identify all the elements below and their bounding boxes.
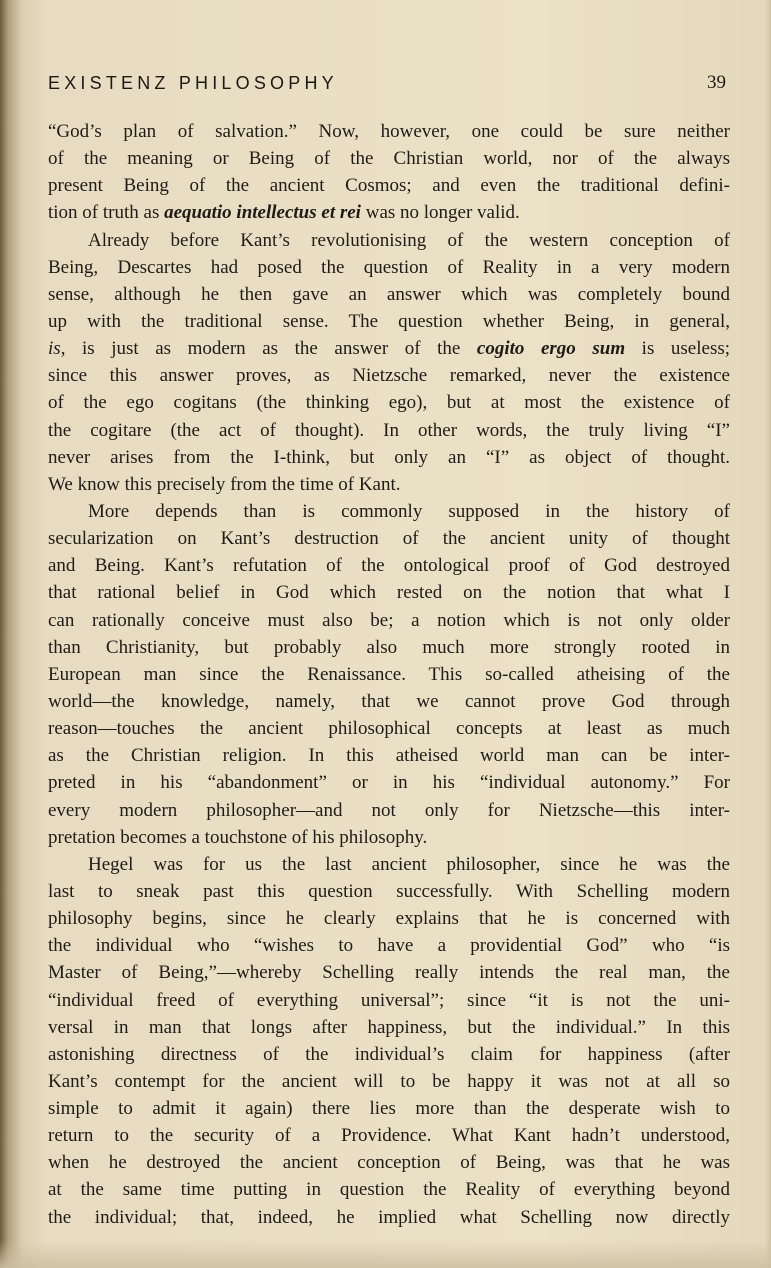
text-line bbox=[48, 145, 730, 172]
text-line bbox=[48, 1095, 730, 1122]
text-line bbox=[48, 199, 730, 226]
text-line bbox=[48, 1204, 730, 1231]
text-line bbox=[48, 634, 730, 661]
text-segment: versal in man that longs after happiness, but the individual.” In this bbox=[48, 1016, 730, 1038]
text-segment: is useless; bbox=[625, 338, 731, 360]
text-line bbox=[48, 661, 730, 688]
text-segment: last to sneak past this question successfully. With Schelling modern bbox=[48, 880, 730, 902]
text-line bbox=[48, 878, 730, 905]
text-line bbox=[48, 281, 730, 308]
text-line bbox=[48, 389, 730, 416]
text-segment: the individual who “wishes to have a providential God” who “is bbox=[48, 935, 730, 957]
text-segment: can rationally conceive must also be; a notion which is not only older bbox=[48, 609, 730, 631]
text-line bbox=[48, 769, 730, 796]
running-title: EXISTENZ PHILOSOPHY bbox=[48, 73, 338, 93]
text-segment: at the same time putting in question the Reality of everything beyond bbox=[48, 1179, 730, 1201]
text-segment: when he destroyed the ancient conception of Being, was that he was bbox=[48, 1152, 730, 1174]
text-segment: Being, Descartes had posed the question of Reality in a very modern bbox=[48, 256, 730, 278]
text-segment: up with the traditional sense. The question whether Being, in general, bbox=[48, 310, 730, 332]
text-segment: of the meaning or Being of the Christian world, nor of the always bbox=[48, 148, 730, 170]
text-segment: reason—touches the ancient philosophical concepts at least as much bbox=[48, 718, 730, 740]
text-segment: preted in his “abandonment” or in his “individual autonomy.” For bbox=[48, 772, 730, 794]
text-line bbox=[48, 172, 730, 199]
text-segment: European man since the Renaissance. This so-called atheising of the bbox=[48, 663, 730, 685]
text-line bbox=[48, 471, 730, 498]
text-segment: philosophy begins, since he clearly explains that he is concerned with bbox=[48, 908, 730, 930]
text-line bbox=[48, 498, 730, 525]
text-line bbox=[48, 118, 730, 145]
text-segment: present Being of the ancient Cosmos; and even the traditional defini- bbox=[48, 175, 730, 197]
text-segment: sense, although he then gave an answer which was completely bound bbox=[48, 283, 730, 305]
text-segment: every modern philosopher—and not only for Nietzsche—this inter- bbox=[48, 799, 730, 821]
text-segment: of the ego cogitans (the thinking ego), but at most the existence of bbox=[48, 392, 730, 414]
text-line bbox=[48, 227, 730, 254]
text-line bbox=[48, 797, 730, 824]
text-segment: , is just as modern as the answer of the bbox=[60, 338, 477, 360]
text-line bbox=[48, 552, 730, 579]
text-line bbox=[48, 254, 730, 281]
text-line bbox=[48, 525, 730, 552]
running-header bbox=[48, 70, 730, 100]
text-line bbox=[48, 905, 730, 932]
text-segment: We know this precisely from the time of Kant. bbox=[48, 473, 401, 495]
page-number: 39 bbox=[707, 72, 726, 93]
italic-text: is bbox=[48, 338, 61, 360]
text-line bbox=[48, 1122, 730, 1149]
text-line bbox=[48, 1014, 730, 1041]
text-line bbox=[48, 715, 730, 742]
text-line bbox=[48, 1149, 730, 1176]
text-line bbox=[48, 1176, 730, 1203]
text-segment: secularization on Kant’s destruction of the ancient unity of thought bbox=[48, 528, 730, 550]
text-line bbox=[48, 688, 730, 715]
text-segment: and Being. Kant’s refutation of the ontological proof of God destroyed bbox=[48, 555, 730, 577]
text-line bbox=[48, 851, 730, 878]
text-line bbox=[48, 959, 730, 986]
text-segment: as the Christian religion. In this atheised world man can be inter- bbox=[48, 745, 730, 767]
text-segment: Kant’s contempt for the ancient will to be happy it was not at all so bbox=[48, 1070, 730, 1092]
text-segment: “individual freed of everything universal”; since “it is not the uni- bbox=[48, 989, 730, 1011]
page-edge bbox=[765, 0, 771, 1268]
page-bottom-shadow bbox=[0, 1240, 771, 1268]
text-line bbox=[48, 335, 730, 362]
body-text bbox=[48, 118, 730, 1231]
text-segment: that rational belief in God which rested on the notion that what I bbox=[48, 582, 730, 604]
text-segment: Already before Kant’s revolutionising of the western conception of bbox=[88, 229, 730, 251]
latin-term: cogito ergo sum bbox=[476, 338, 626, 360]
text-segment: “God’s plan of salvation.” Now, however, one could be sure neither bbox=[48, 121, 730, 142]
text-segment: since this answer proves, as Nietzsche remarked, never the existence bbox=[48, 365, 730, 387]
text-segment: the individual; that, indeed, he implied what Schelling now directly bbox=[48, 1206, 730, 1228]
text-line bbox=[48, 362, 730, 389]
text-line bbox=[48, 579, 730, 606]
text-segment: world—the knowledge, namely, that we cannot prove God through bbox=[48, 690, 730, 712]
latin-term: aequatio intellectus et rei bbox=[164, 202, 361, 224]
text-line bbox=[48, 1068, 730, 1095]
text-line bbox=[48, 932, 730, 959]
text-segment: astonishing directness of the individual’s claim for happiness (after bbox=[48, 1043, 730, 1065]
text-line bbox=[48, 308, 730, 335]
text-line bbox=[48, 417, 730, 444]
text-segment: simple to admit it again) there lies more than the desperate wish to bbox=[48, 1098, 730, 1120]
text-segment: pretation becomes a touchstone of his philosophy. bbox=[48, 826, 428, 848]
text-segment: never arises from the I-think, but only an “I” as object of thought. bbox=[48, 446, 730, 468]
text-segment: return to the security of a Providence. What Kant hadn’t understood, bbox=[48, 1125, 730, 1147]
text-segment: than Christianity, but probably also much more strongly rooted in bbox=[48, 636, 730, 658]
text-line bbox=[48, 444, 730, 471]
text-segment: Master of Being,”—whereby Schelling really intends the real man, the bbox=[48, 962, 730, 984]
text-line bbox=[48, 1041, 730, 1068]
text-line bbox=[48, 987, 730, 1014]
text-line bbox=[48, 742, 730, 769]
text-line bbox=[48, 824, 730, 851]
text-segment: Hegel was for us the last ancient philosopher, since he was the bbox=[88, 853, 730, 875]
text-line bbox=[48, 607, 730, 634]
text-segment: was no longer valid. bbox=[360, 202, 520, 224]
text-segment: the cogitare (the act of thought). In other words, the truly living “I” bbox=[48, 419, 730, 441]
text-segment: tion of truth as bbox=[48, 202, 165, 224]
text-segment: More depends than is commonly supposed in the history of bbox=[88, 500, 730, 522]
